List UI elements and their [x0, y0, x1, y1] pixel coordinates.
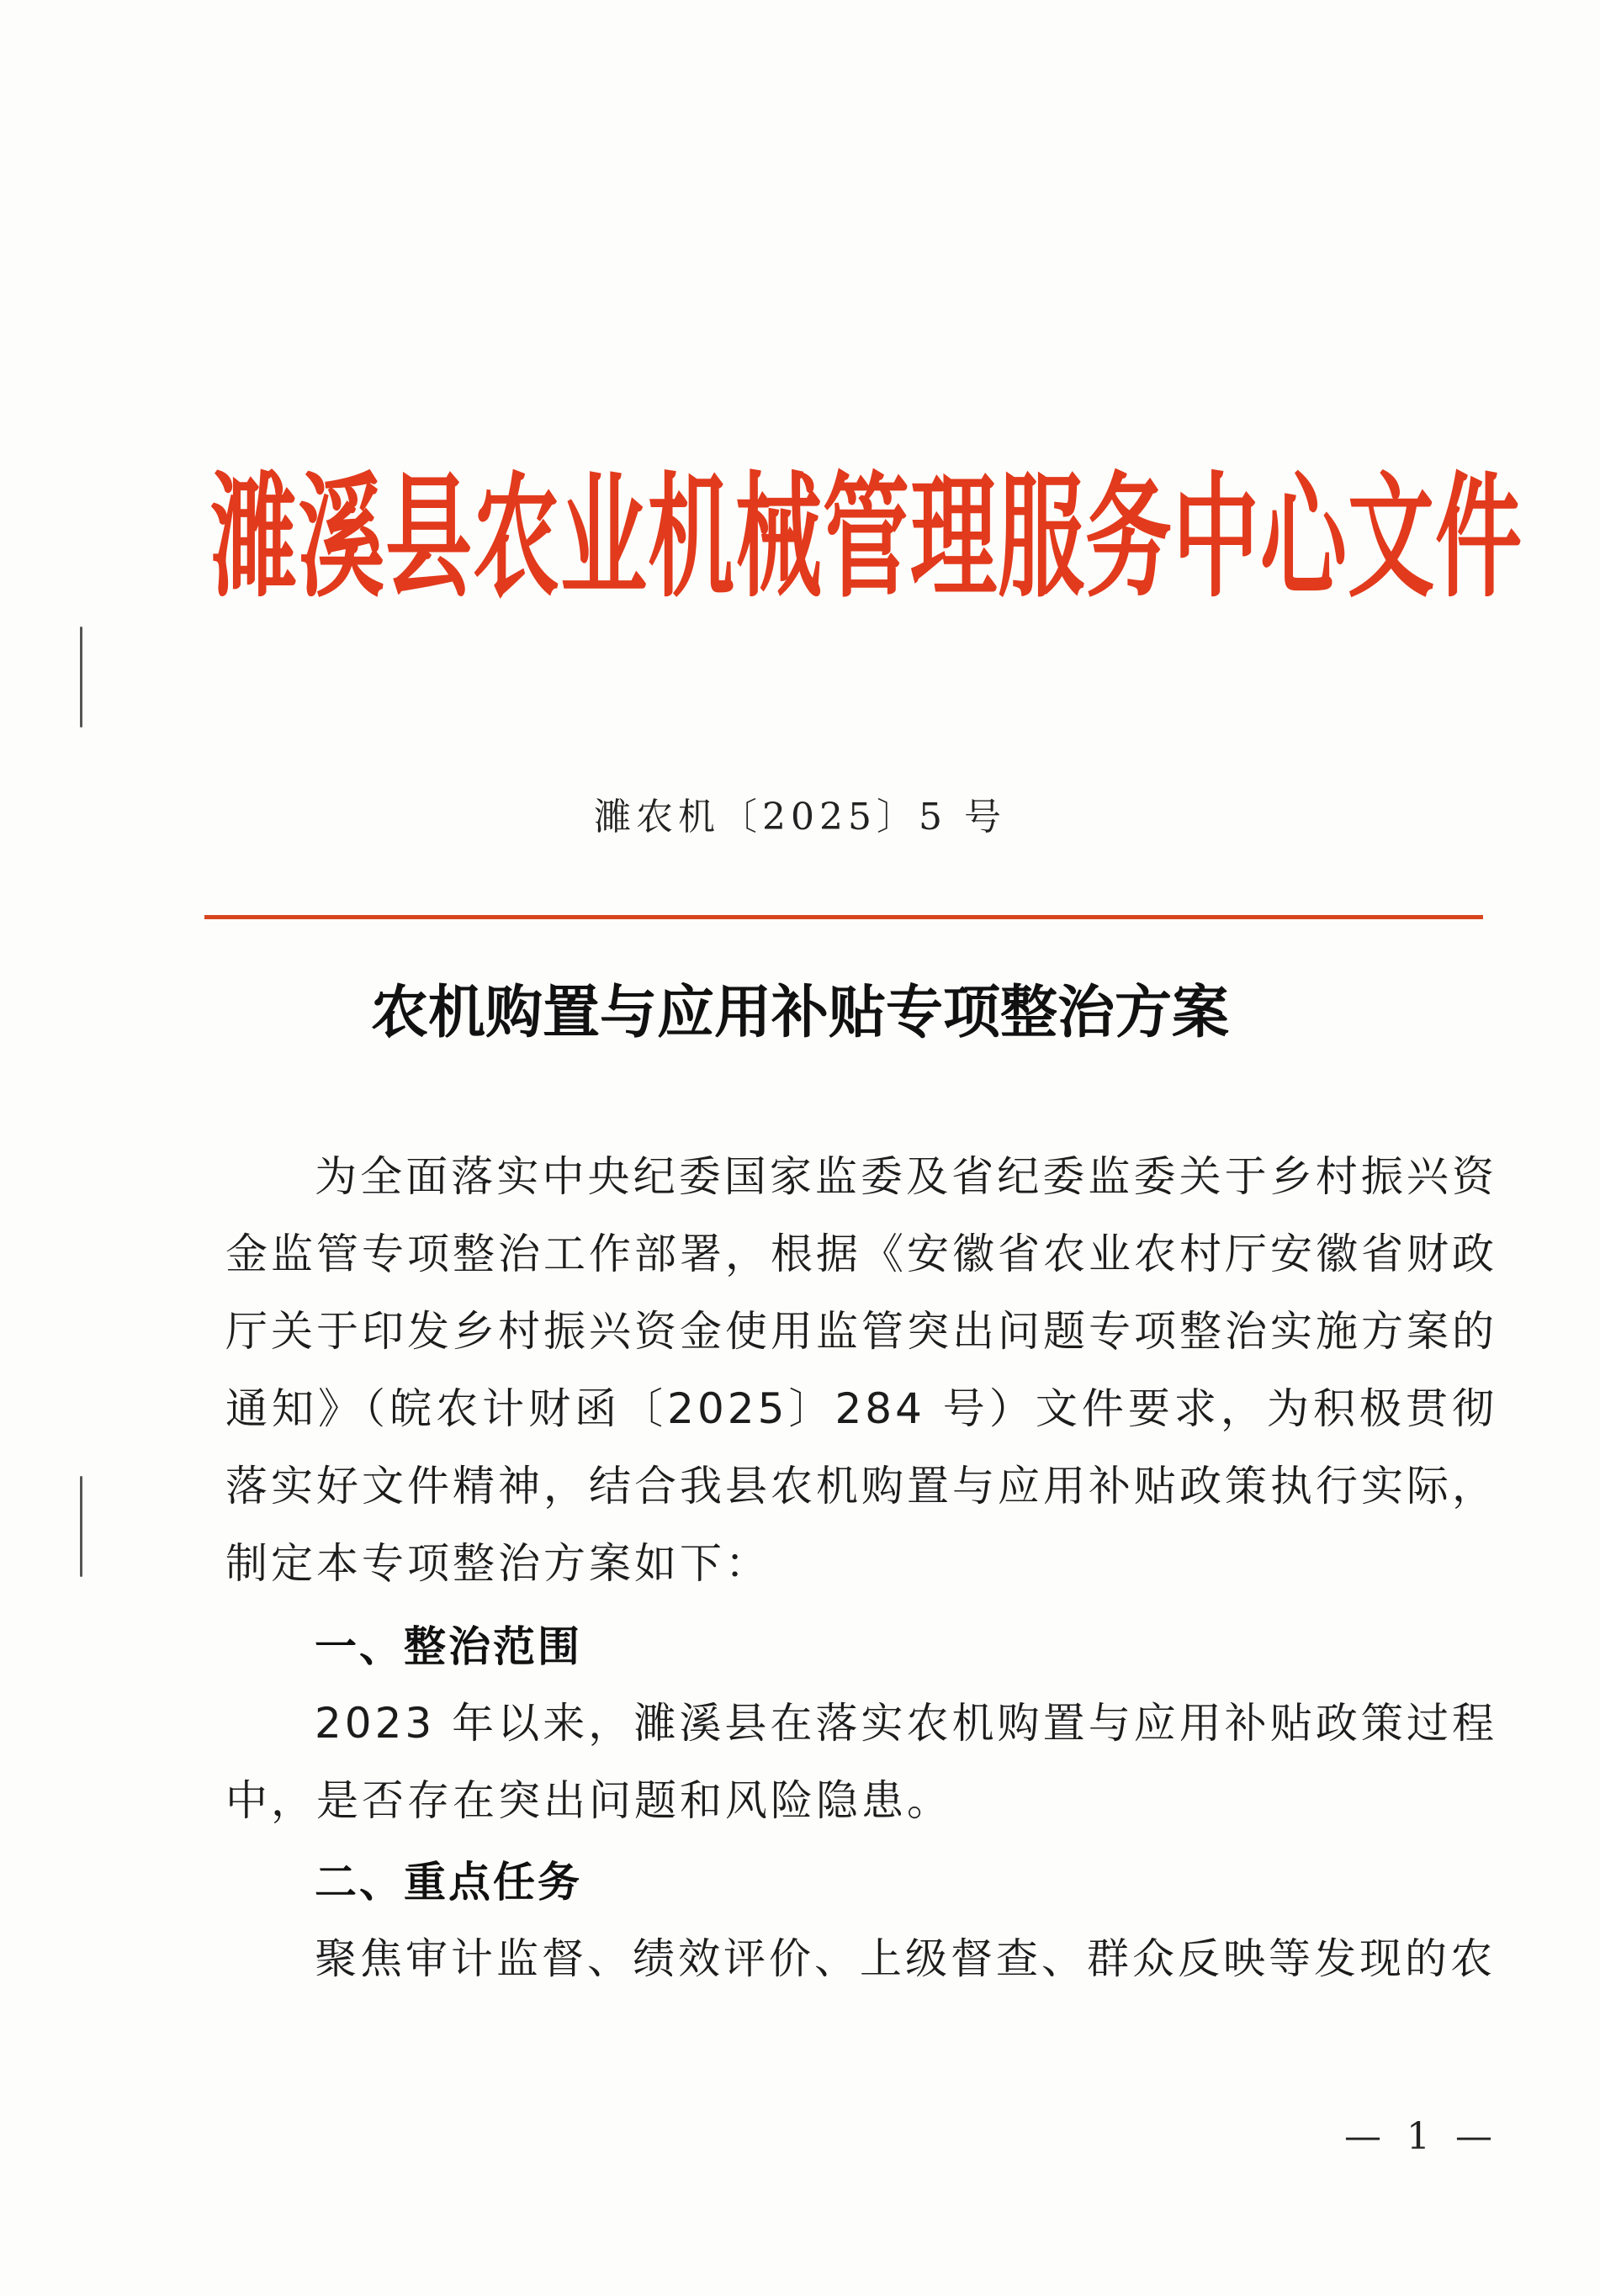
intro-paragraph: [225, 1138, 1497, 1602]
document-number: 濉农机〔2025〕5 号: [594, 796, 1006, 839]
binding-mark-top: [80, 627, 82, 727]
section-2-heading: 二、重点任务: [315, 1858, 582, 1907]
section-2-paragraph: [225, 1920, 1497, 1997]
intro-text: 为全面落实中央纪委国家监委及省纪委监委关于乡村振兴资金监管专项整治工作部署，根据《安徽省农业农村厅安徽省财政厅关于印发乡村振兴资金使用监管突出问题专项整治实施方案的通知》（皖农计财函〔2025〕284 号）文件要求，为积极贯彻落实好文件精神，结合我县农机购置与应用补贴政策执行实际，制定本专项整治方案如下：: [225, 1152, 1497, 1588]
binding-mark-bottom: [80, 1476, 82, 1577]
section-1-heading: 一、整治范围: [315, 1622, 582, 1671]
red-divider-line: [204, 915, 1483, 919]
section-1-text: 2023 年以来，濉溪县在落实农机购置与应用补贴政策过程中，是否存在突出问题和风险隐患。: [225, 1699, 1497, 1825]
section-1-paragraph: [225, 1685, 1497, 1839]
section-2-text: 聚焦审计监督、绩效评价、上级督查、群众反映等发现的农: [315, 1934, 1496, 1983]
issuer-header: 濉溪县农业机械管理服务中心文件: [210, 458, 1523, 616]
page-number: — 1 —: [1344, 2115, 1499, 2158]
document-title: 农机购置与应用补贴专项整治方案: [370, 980, 1229, 1046]
